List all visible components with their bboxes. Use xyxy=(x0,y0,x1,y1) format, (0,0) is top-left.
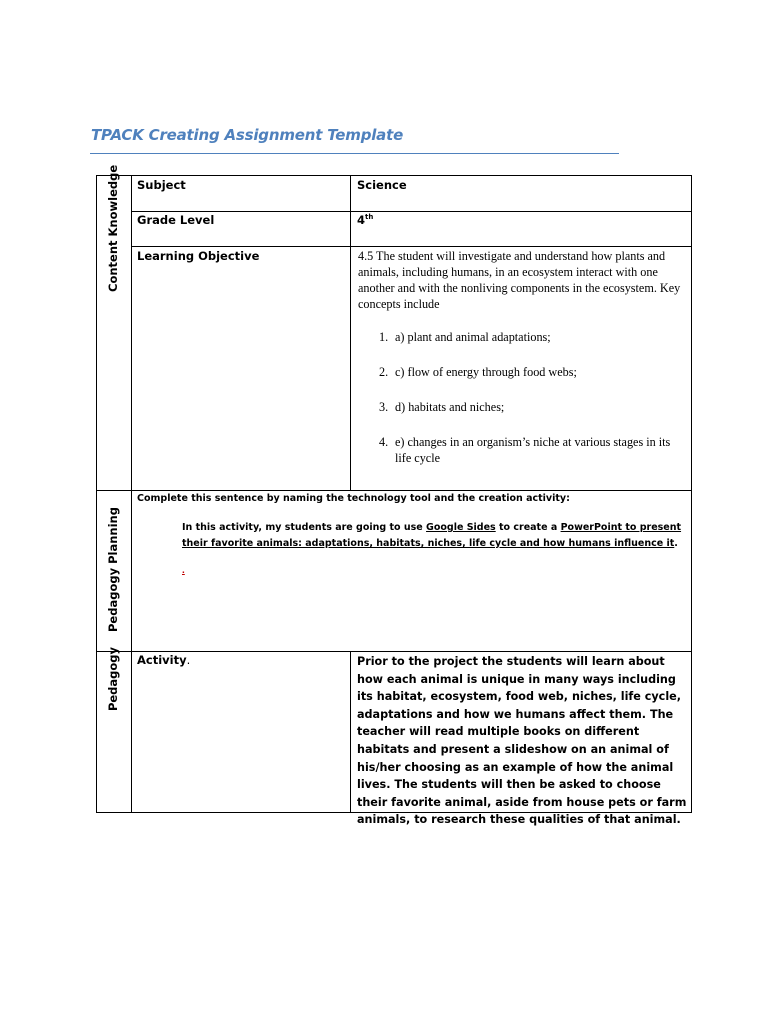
section-divider xyxy=(96,490,692,491)
list-item: 1. a) plant and animal adaptations; xyxy=(379,330,551,344)
learning-objective-label: Learning Objective xyxy=(137,249,260,263)
assignment-table xyxy=(96,164,692,827)
key-concepts-list xyxy=(358,329,688,485)
technology-tool: Google Sides xyxy=(426,522,496,533)
side-column-divider xyxy=(131,175,132,813)
side-header-pedagogy-planning: Pedagogy Planning xyxy=(106,507,120,632)
list-item: 4. e) changes in an organism’s niche at various stages in its life cycle xyxy=(379,435,671,465)
grade-level-label: Grade Level xyxy=(137,213,215,227)
creation-activity: PowerPoint to present their favorite animals: adaptations, habitats, niches, life cycle and how humans influence it xyxy=(182,522,682,549)
table-border-left xyxy=(96,175,97,813)
pedagogy-planning-instruction: Complete this sentence by naming the technology tool and the creation activity: xyxy=(137,493,570,504)
list-item: 2. c) flow of energy through food webs; xyxy=(379,365,577,379)
table-border-top xyxy=(96,175,692,176)
grade-level-value: 4th xyxy=(357,213,374,227)
activity-label: Activity. xyxy=(137,653,191,667)
row-divider xyxy=(131,246,692,247)
activity-text: Prior to the project the students will learn about how each animal is unique in many ways including its habitat, ecosystem, food web, niches, life cycle, adaptations and how we humans affect them. The teacher will read multiple books on different habitats and present a slideshow on an animal of his/her choosing as an example of how the animal lives. The students will then be asked to choose their favorite animal, aside from house pets or farm animals, to research these qualities of that animal. xyxy=(357,655,687,827)
section-divider xyxy=(96,651,692,652)
row-divider xyxy=(131,211,692,212)
pedagogy-planning-sentence: In this activity, my students are going to use Google Sides to create a PowerPoint to present their favorite animals: adaptations, habitats, niches, life cycle and how humans influence it. xyxy=(182,522,682,549)
subject-value: Science xyxy=(357,178,407,192)
column-divider xyxy=(350,651,351,813)
learning-objective-text: 4.5 The student will investigate and understand how plants and animals, including humans, in an ecosystem interact with one another and with the nonliving components in the ecosystem. Key concepts include xyxy=(358,249,681,311)
subject-label: Subject xyxy=(137,178,186,192)
document-title: TPACK Creating Assignment Template xyxy=(91,126,404,144)
stray-mark: . xyxy=(182,565,185,576)
title-underline xyxy=(90,153,619,154)
side-header-pedagogy: Pedagogy xyxy=(106,646,120,712)
side-header-content-knowledge: Content Knowledge xyxy=(106,164,120,292)
list-item: 3. d) habitats and niches; xyxy=(379,400,505,414)
column-divider xyxy=(350,175,351,491)
